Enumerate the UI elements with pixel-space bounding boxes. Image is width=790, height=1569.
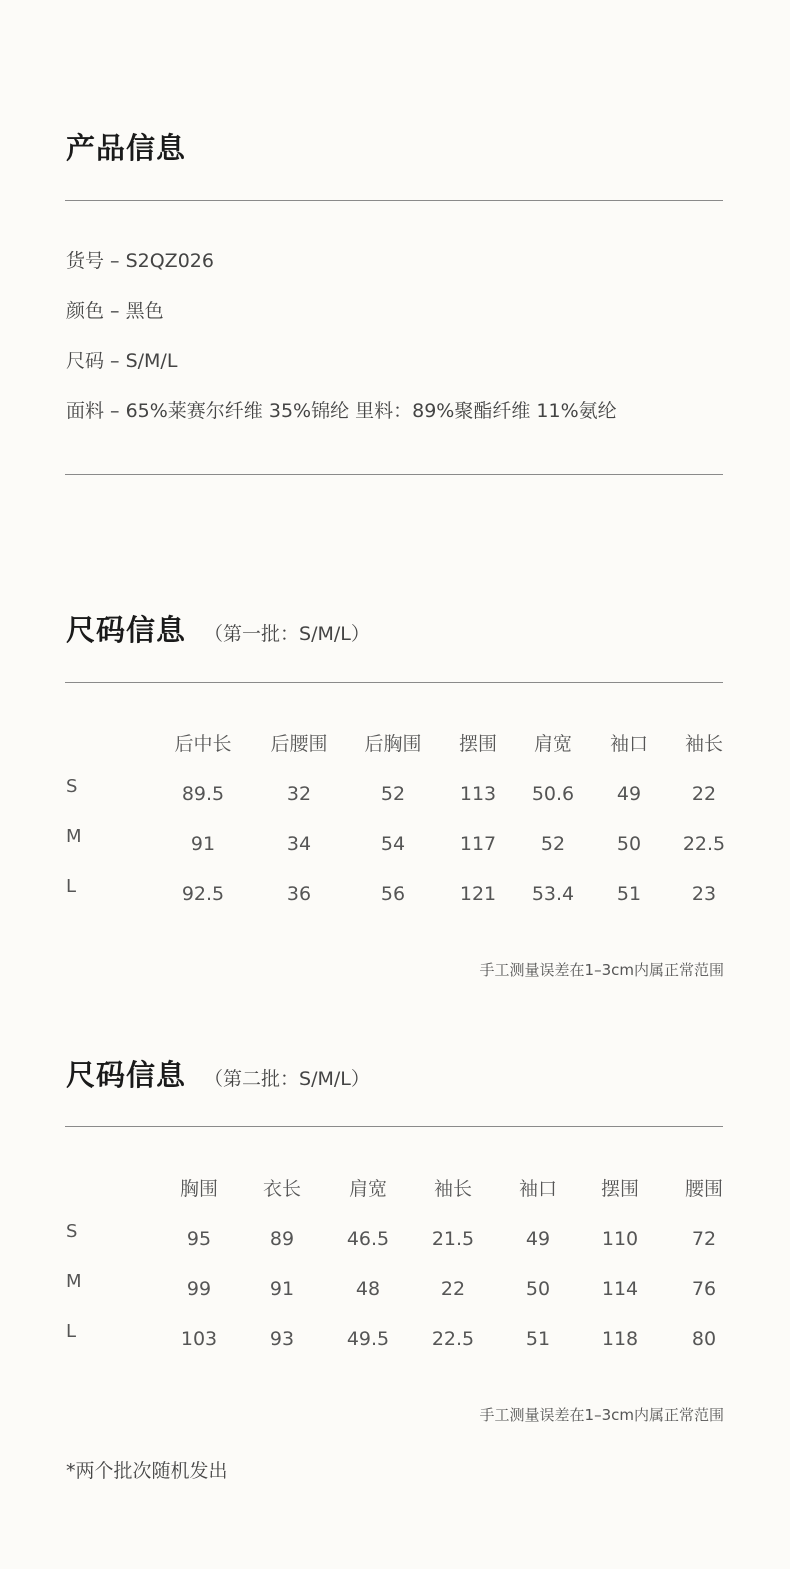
table-cell: 103 (180, 1328, 218, 1350)
table-cell: 89 (269, 1228, 295, 1250)
column-header: 肩宽 (348, 1178, 388, 1200)
divider (65, 474, 723, 475)
size-row-label: M (66, 1271, 82, 1292)
size-row-label: L (66, 876, 77, 897)
table-cell: 22.5 (431, 1328, 475, 1350)
measurement-note: 手工测量误差在1–3cm内属正常范围 (479, 1406, 724, 1424)
table-cell: 22 (691, 783, 717, 805)
size-row-label: L (66, 1321, 77, 1342)
table-cell: 23 (691, 883, 717, 905)
table-cell: 114 (601, 1278, 639, 1300)
table-cell: 117 (459, 833, 497, 855)
table-cell: 54 (380, 833, 406, 855)
table-cell: 36 (286, 883, 312, 905)
table-cell: 50.6 (531, 783, 575, 805)
column-header: 衣长 (262, 1178, 302, 1200)
divider (65, 682, 723, 683)
measurement-note: 手工测量误差在1–3cm内属正常范围 (479, 961, 724, 979)
size-row-label: M (66, 826, 82, 847)
table-cell: 72 (691, 1228, 717, 1250)
table-cell: 110 (601, 1228, 639, 1250)
table-cell: 113 (459, 783, 497, 805)
column-header: 袖口 (609, 733, 649, 755)
table-cell: 95 (186, 1228, 212, 1250)
table-cell: 49 (525, 1228, 551, 1250)
table-cell: 32 (286, 783, 312, 805)
column-header: 肩宽 (533, 733, 573, 755)
table-cell: 51 (616, 883, 642, 905)
product-info-title: 产品信息 (66, 131, 187, 165)
table-cell: 80 (691, 1328, 717, 1350)
table-cell: 91 (190, 833, 216, 855)
table-cell: 56 (380, 883, 406, 905)
column-header: 袖口 (518, 1178, 558, 1200)
table-cell: 121 (459, 883, 497, 905)
table-cell: 99 (186, 1278, 212, 1300)
table-cell: 46.5 (346, 1228, 390, 1250)
color-line: 颜色 – 黑色 (66, 300, 164, 322)
column-header: 后胸围 (364, 733, 422, 755)
footnote: *两个批次随机发出 (66, 1460, 228, 1482)
table-cell: 52 (380, 783, 406, 805)
table-cell: 93 (269, 1328, 295, 1350)
column-header: 后腰围 (270, 733, 328, 755)
table-cell: 48 (355, 1278, 381, 1300)
column-header: 腰围 (684, 1178, 724, 1200)
column-header: 袖长 (433, 1178, 473, 1200)
column-header: 摆围 (600, 1178, 640, 1200)
column-header: 袖长 (684, 733, 724, 755)
size-row-label: S (66, 776, 78, 797)
table-cell: 92.5 (181, 883, 225, 905)
table-cell: 76 (691, 1278, 717, 1300)
size-info-title: 尺码信息 (66, 613, 187, 647)
table-cell: 49 (616, 783, 642, 805)
table-cell: 50 (525, 1278, 551, 1300)
column-header: 摆围 (458, 733, 498, 755)
size-info-section-2-heading (66, 1058, 370, 1092)
batch-subtitle: （第二批：S/M/L） (204, 1068, 370, 1090)
table-cell: 91 (269, 1278, 295, 1300)
table-cell: 49.5 (346, 1328, 390, 1350)
size-info-title: 尺码信息 (66, 1058, 187, 1092)
column-header: 后中长 (174, 733, 232, 755)
table-cell: 22 (440, 1278, 466, 1300)
table-cell: 50 (616, 833, 642, 855)
table-cell: 34 (286, 833, 312, 855)
table-cell: 52 (540, 833, 566, 855)
table-cell: 22.5 (682, 833, 726, 855)
table-cell: 53.4 (531, 883, 575, 905)
column-header: 胸围 (179, 1178, 219, 1200)
item-number-line: 货号 – S2QZ026 (66, 250, 214, 272)
batch-subtitle: （第一批：S/M/L） (204, 623, 370, 645)
table-cell: 21.5 (431, 1228, 475, 1250)
divider (65, 1126, 723, 1127)
size-row-label: S (66, 1221, 78, 1242)
table-cell: 118 (601, 1328, 639, 1350)
divider (65, 200, 723, 201)
size-info-section-1-heading (66, 613, 370, 647)
fabric-line: 面料 – 65%莱赛尔纤维 35%锦纶 里料：89%聚酯纤维 11%氨纶 (66, 400, 617, 422)
table-cell: 89.5 (181, 783, 225, 805)
size-line: 尺码 – S/M/L (66, 350, 178, 372)
table-cell: 51 (525, 1328, 551, 1350)
